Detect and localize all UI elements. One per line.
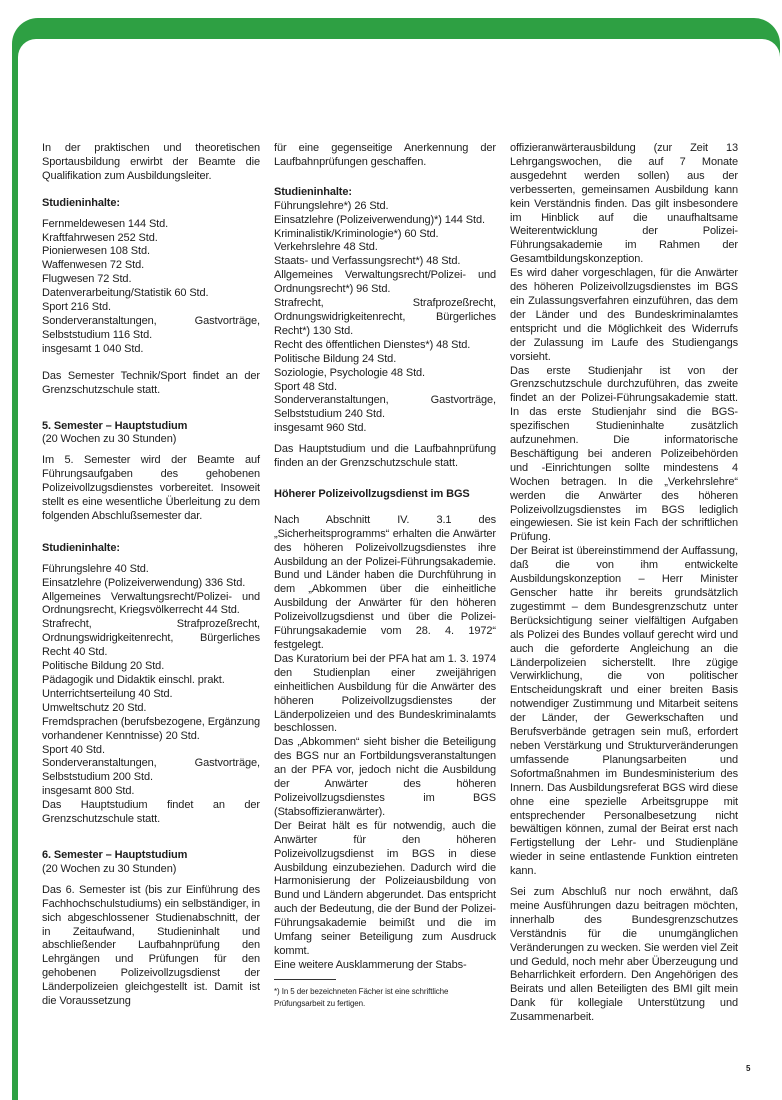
- list-item: Fernmeldewesen 144 Std.: [42, 217, 169, 230]
- paragraph-right-5: Sei zum Abschluß nur noch erwähnt, daß meine Ausführungen dazu beitragen möchten, innerhalb des Bundesgrenzschutzes Verständnis für die unumgänglichen Veränderungen zu wecken. Sie werden viel Zeit und Geduld, noch mehr aber Überzeugung und Beharrlichkeit erfordern. Den Angehörigen des Beirats und allen Beteiligten des BMI gilt mein Dank für kollegiale Unterstützung und Zusammenarbeit.: [510, 886, 738, 1024]
- paragraph-right-2: Es wird daher vorgeschlagen, für die Anwärter des höheren Polizeivollzugsdienstes im BGS ein Zulassungsverfahren einzuführen, das dem der Länder und des Bundeskriminalamtes entspricht und die Möglichkeit des Widerrufs der Zulassung im Laufe des Studiengangs vorsieht.: [510, 267, 738, 363]
- heading-semester5: 5. Semester – Hauptstudium: [42, 419, 188, 432]
- list-item: Einsatzlehre (Polizeiverwendung)*) 144 Std.: [274, 213, 485, 226]
- semester6-list: [274, 200, 496, 436]
- column-right: [510, 142, 738, 1025]
- list-item: insgesamt 1 040 Std.: [42, 342, 144, 355]
- paragraph-hd-2: Das Kuratorium bei der PFA hat am 1. 3. 1974 den Studienplan einer zweijährigen einheitlichen Ausbildung für die Anwärter des höheren Polizeivollzugsdienstes der Länderpolizeien und des Bundeskriminalamts beschlossen.: [274, 652, 496, 735]
- paragraph-semester5-note: Das Hauptstudium findet an der Grenzschutzschule statt.: [42, 799, 260, 826]
- list-item: Führungslehre*) 26 Std.: [274, 199, 389, 212]
- footnote: *) In 5 der bezeichneten Fächer ist eine schriftliche Prüfungsarbeit zu fertigen.: [274, 986, 449, 1008]
- heading-studieninhalte: Studieninhalte:: [42, 196, 120, 209]
- list-item: Waffenwesen 72 Std.: [42, 259, 145, 272]
- list-item: Pionierwesen 108 Std.: [42, 245, 150, 258]
- paragraph-intro: In der praktischen und theoretischen Sportausbildung erwirbt der Beamte die Qualifikation zum Ausbildungsleiter.: [42, 142, 260, 182]
- column-middle: [274, 142, 496, 1010]
- semester4-list: [42, 218, 260, 357]
- paragraph-continuation: für eine gegenseitige Anerkennung der Laufbahnprüfungen geschaffen.: [274, 142, 496, 168]
- list-item: Allgemeines Verwaltungsrecht/Polizei- und Ordnungsrecht, Kriegsvölkerrecht 44 Std.: [42, 590, 260, 617]
- list-item: Kraftfahrwesen 252 Std.: [42, 231, 158, 244]
- heading-studieninhalte: Studieninhalte:: [274, 185, 352, 198]
- subheading-semester5: (20 Wochen zu 30 Stunden): [42, 433, 177, 446]
- paragraph-semester5: Im 5. Semester wird der Beamte auf Führungsaufgaben des gehobenen Polizeivollzugsdienstes vorbereitet. Insoweit stellt es eine wesentliche Überleitung zu dem folgenden Abschlußsemester dar.: [42, 454, 260, 522]
- list-item: Soziologie, Psychologie 48 Std.: [274, 366, 425, 379]
- list-item: Sport 48 Std.: [274, 380, 337, 393]
- subheading-semester6: (20 Wochen zu 30 Stunden): [42, 862, 177, 875]
- list-item: Strafrecht, Strafprozeßrecht, Ordnungswidrigkeitenrecht, Bürgerliches Recht 40 Std.: [42, 618, 260, 659]
- list-item: Sport 40 Std.: [42, 743, 105, 756]
- list-item: Politische Bildung 20 Std.: [42, 660, 165, 673]
- heading-hoeherer-dienst: Höherer Polizeivollzugsdienst im BGS: [274, 487, 470, 500]
- paragraph-hd-4: Der Beirat hält es für notwendig, auch die Anwärter für den höheren Polizeivollzugsdienst im BGS in diese Ausbildung einzubeziehen. Dadurch wird die Harmonisierung der Polizeiausbildung von Bund und Ländern abgerundet. Das entspricht auch der Bedeutung, die der Bund der Polizei-Führungsakademie beimißt und die im Umfang seiner Beteiligung zum Ausdruck kommt.: [274, 819, 496, 957]
- column-left: [42, 142, 260, 1009]
- list-item: Sonderveranstaltungen, Gastvorträge, Selbststudium 240 Std.: [274, 394, 496, 421]
- list-item: Staats- und Verfassungsrecht*) 48 Std.: [274, 255, 461, 268]
- paragraph-hd-1: Nach Abschnitt IV. 3.1 des „Sicherheitsprogramms“ erhalten die Anwärter des höheren Polizeivollzugsdienstes ihre Ausbildung an der Polizei-Führungsakademie. Bund und Länder haben die Durchführung in dem „Abkommen über die einheitliche Ausbildung der Anwärter für den höheren Polizeivollzugsdienst und über die Polizei-Führungsakademie vom 28. 4. 1972“ festgelegt.: [274, 513, 496, 651]
- list-item: Verkehrslehre 48 Std.: [274, 241, 378, 254]
- heading-semester6: 6. Semester – Hauptstudium: [42, 848, 188, 861]
- list-item: Einsatzlehre (Polizeiverwendung) 336 Std.: [42, 576, 246, 589]
- list-item: Pädagogik und Didaktik einschl. prakt. Unterrichtserteilung 40 Std.: [42, 674, 225, 700]
- paragraph-right-1: offizieranwärterausbildung (zur Zeit 13 Lehrgangswochen, die auf 7 Monate ausgedehnt werden sollen) aus der verbesserten, gemeinsamen Ausbildung kann kein Verständnis finden. Das gilt insbesondere im Hinblick auf die unaufhaltsame Weiterentwicklung der Polizei-Führungsakademie im Rahmen der Gesamtbildungskonzeption.: [510, 142, 738, 266]
- paragraph-right-4: Der Beirat ist übereinstimmend der Auffassung, daß die von ihm entwickelte Ausbildungskonzeption – Herr Minister Genscher hatte ihr bereits grundsätzlich zugestimmt – dem Bundesgrenzschutz unter Berücksichtigung seiner vielfältigen Aufgaben als Polizei des Bundes vollauf gerecht wird und auch die geforderte Angleichung an die Länderpolizeien sicherstellt. Ihre zügige Verwirklichung, die von politischer Entscheidungskraft und einer breiten Basis notwendiger Zustimmung und Mitarbeit seitens der Länder, der Gewerkschaften und Berufsverbände getragen sein muß, erfordert neben Verstärkung und Strukturveränderungen umfassende Planungsarbeiten und Sofortmaßnahmen im Bundesministerium des Innern. Das Ausbildungsreferat BGS wird diese ohne eine spezielle Arbeitsgruppe mit entsprechender Personalbesetzung nicht bewältigen können, zumal der Beirat erst nach Fertigstellung der Lehr- und Studienpläne wieder in seine entlastende Funktion eintreten kann.: [510, 545, 738, 878]
- heading-studieninhalte: Studieninhalte:: [42, 541, 120, 554]
- list-item: Sonderveranstaltungen, Gastvorträge, Selbststudium 200 Std.: [42, 757, 260, 784]
- paragraph-semester6: Das 6. Semester ist (bis zur Einführung des Fachhochschulstudiums) ein selbständiger, in sich abgeschlossener Studienabschnitt, der in Zeitaufwand, Studieninhalt und abschließender Laufbahnprüfung den Lehrgängen und Prüfungen für den gehobenen Polizeivollzugsdienst der Länderpolizeien gleichgestellt ist. Damit ist die Voraussetzung: [42, 883, 260, 1008]
- list-item: insgesamt 800 Std.: [42, 785, 135, 798]
- list-item: Fremdsprachen (berufsbezogene, Ergänzung vorhandener Kenntnisse) 20 Std.: [42, 715, 260, 742]
- list-item: Datenverarbeitung/Statistik 60 Std.: [42, 287, 209, 300]
- paragraph-semester4-note: Das Semester Technik/Sport findet an der Grenzschutzschule statt.: [42, 369, 260, 396]
- list-item: Recht des öffentlichen Dienstes*) 48 Std.: [274, 338, 471, 351]
- paragraph-hd-3: Das „Abkommen“ sieht bisher die Beteiligung des BGS nur an Fortbildungsveranstaltungen an der PFA vor, jedoch nicht die Ausbildung der Anwärter des höheren Polizeivollzugsdienstes im BGS (Stabsoffizieranwärter).: [274, 736, 496, 818]
- footnote-divider: [274, 979, 336, 980]
- list-item: Allgemeines Verwaltungsrecht/Polizei- und Ordnungsrecht*) 96 Std.: [274, 269, 496, 296]
- list-item: Kriminalistik/Kriminologie*) 60 Std.: [274, 227, 439, 240]
- list-item: Führungslehre 40 Std.: [42, 562, 149, 575]
- page-number: 5: [746, 1064, 751, 1073]
- paragraph-hd-5: Eine weitere Ausklammerung der Stabs-: [274, 958, 467, 971]
- list-item: Flugwesen 72 Std.: [42, 273, 132, 286]
- list-item: Politische Bildung 24 Std.: [274, 352, 397, 365]
- semester5-list: [42, 563, 260, 799]
- list-item: insgesamt 960 Std.: [274, 422, 367, 435]
- list-item: Umweltschutz 20 Std.: [42, 701, 147, 714]
- list-item: Sonderveranstaltungen, Gastvorträge, Selbststudium 116 Std.: [42, 314, 260, 341]
- paragraph-right-3: Das erste Studienjahr ist von der Grenzschutzschule durchzuführen, das zweite findet an der Polizei-Führungsakademie statt. In das erste Studienjahr sind die BGS-spezifischen Studieninhalte zusätzlich aufzunehmen. Die informatorische Beschäftigung bei anderen Polizeibehörden und -Einrichtungen sollte mindestens 4 Wochen betragen. In die „Verkehrslehre“ werden die Anwärter des höheren Polizeivollzugsdienstes im BGS lediglich eingewiesen. Sie ist kein Fach der schriftlichen Prüfung.: [510, 364, 738, 544]
- list-item: Strafrecht, Strafprozeßrecht, Ordnungswidrigkeitenrecht, Bürgerliches Recht*) 130 Std.: [274, 297, 496, 337]
- list-item: Sport 216 Std.: [42, 301, 111, 314]
- paragraph-semester6-note: Das Hauptstudium und die Laufbahnprüfung finden an der Grenzschutzschule statt.: [274, 443, 496, 470]
